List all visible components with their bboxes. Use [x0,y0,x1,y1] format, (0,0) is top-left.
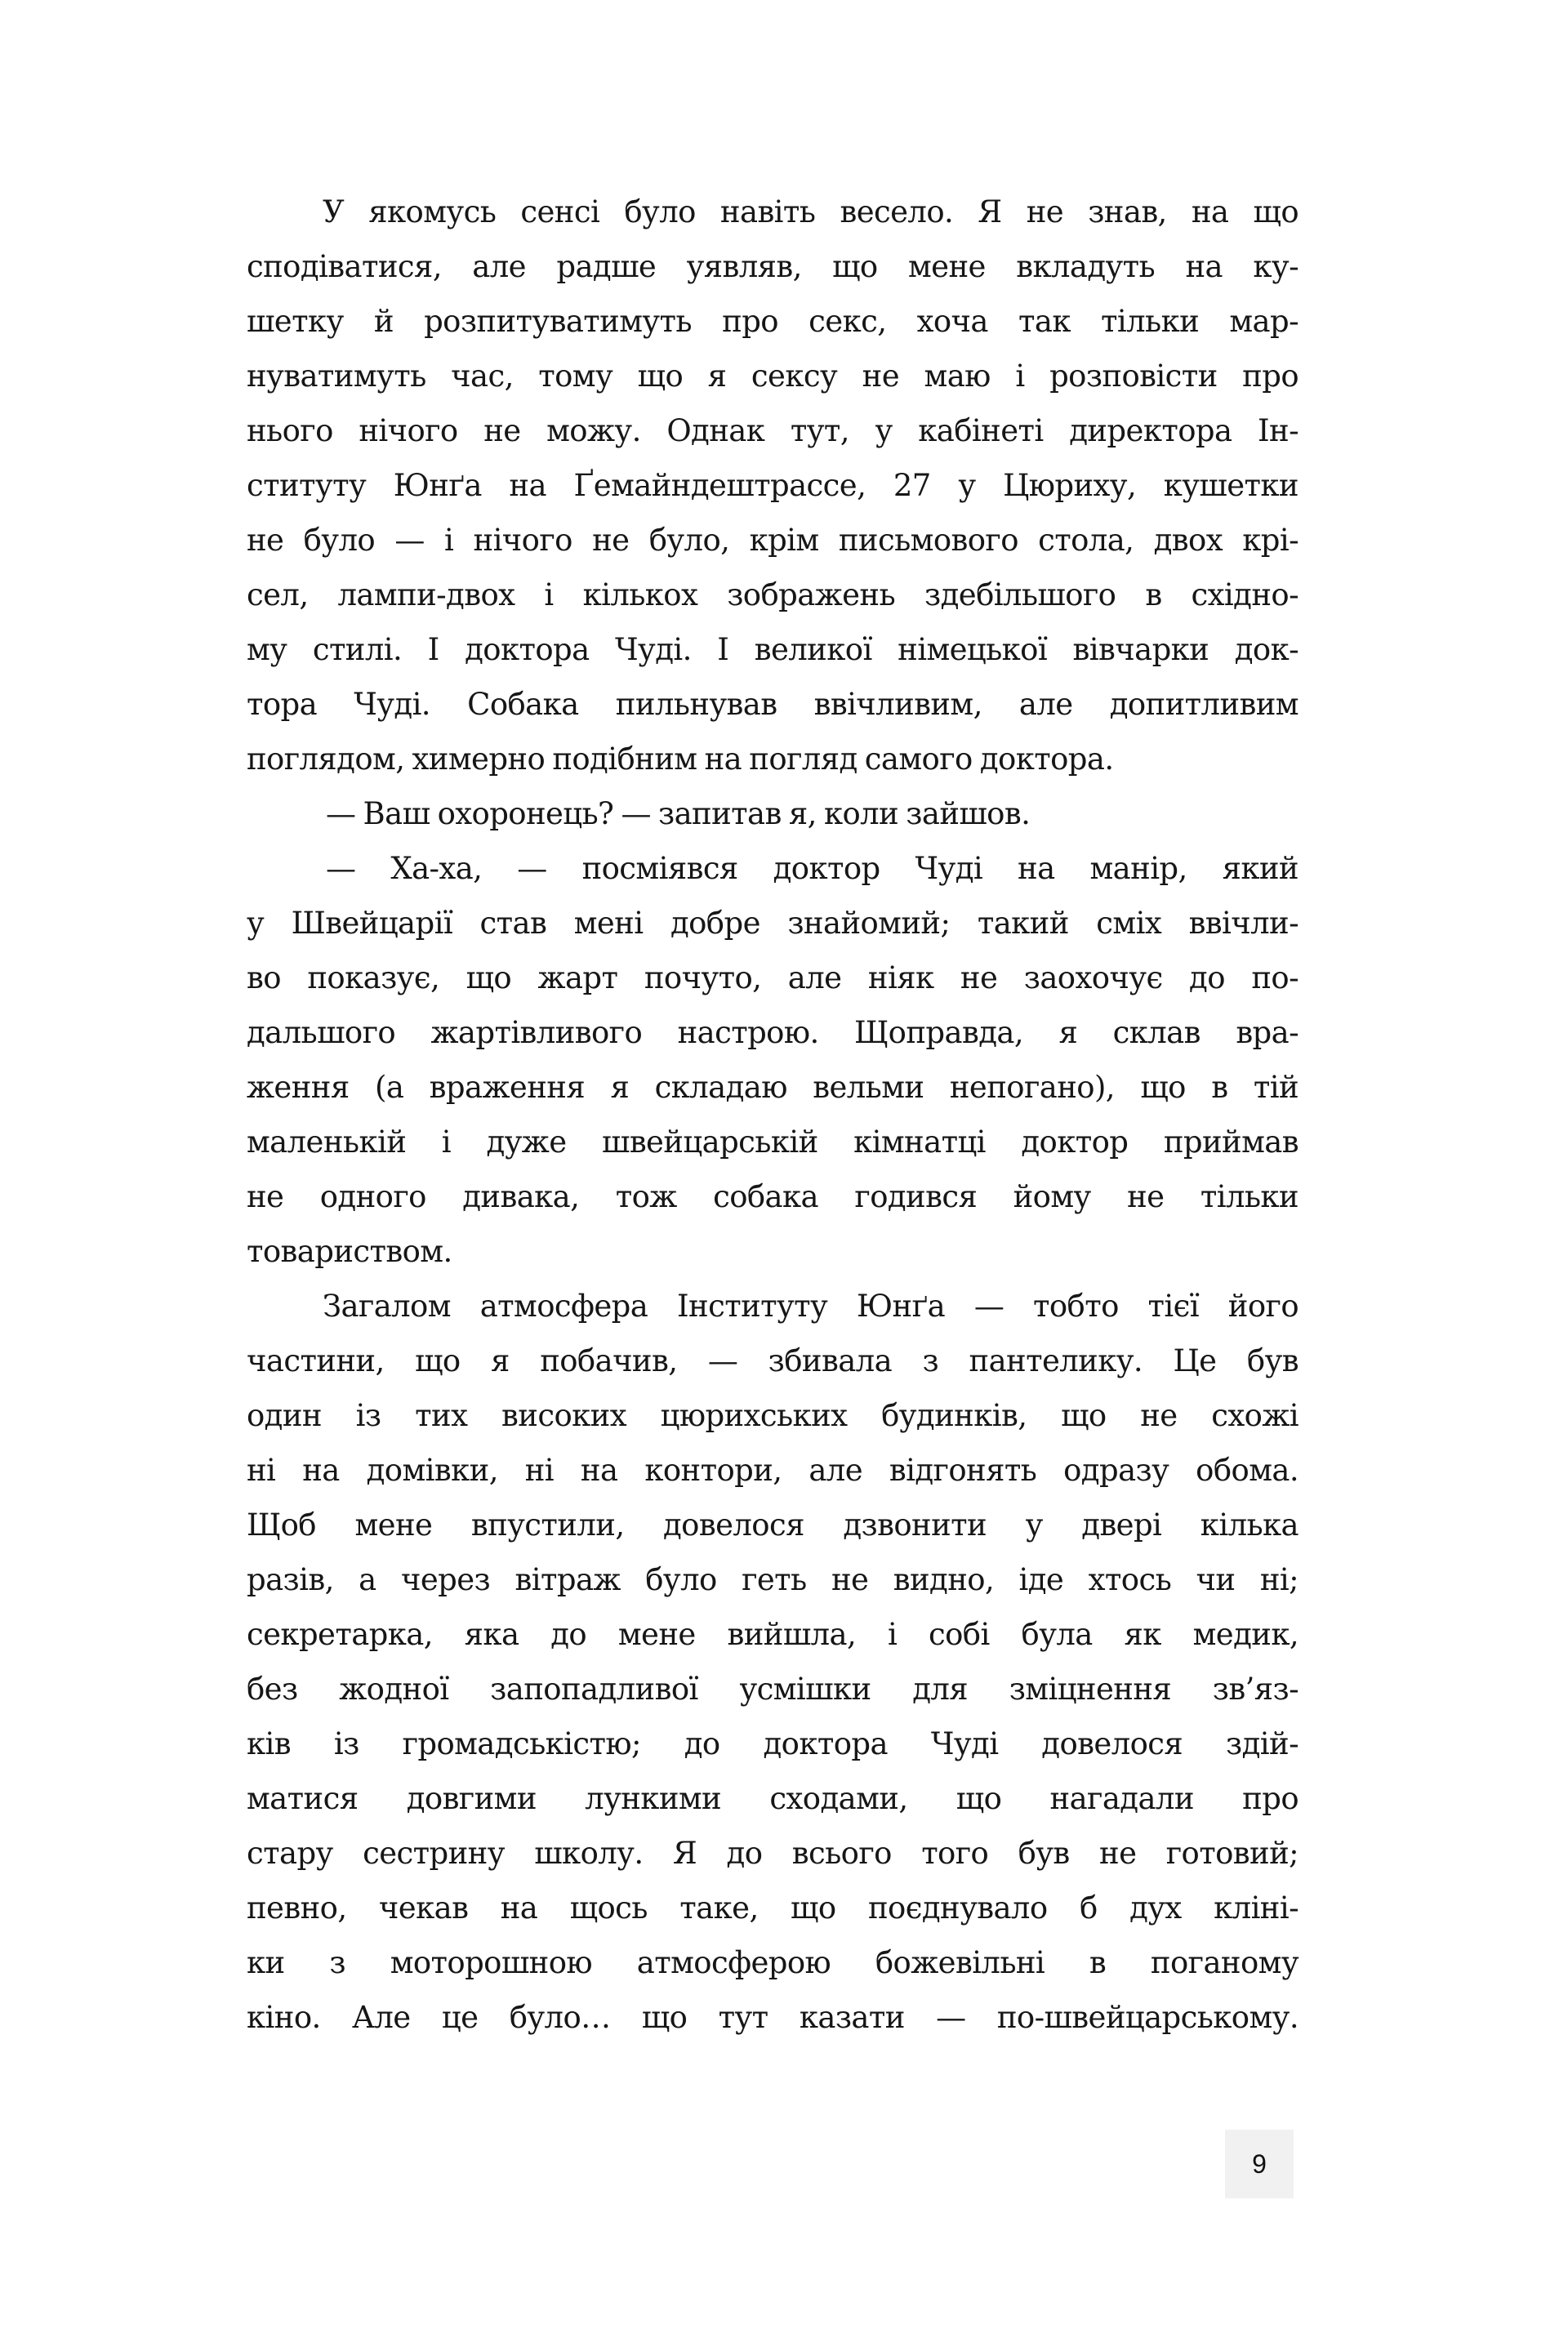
text-line: один із тих високих цюрихських будинків, що не схожі [247,1398,1298,1433]
text-line: частини, що я побачив, — збивала з пантелику. Це був [247,1343,1298,1378]
text-line: матися довгими лункими сходами, що нагадали про [247,1781,1298,1816]
text-line: во показує, що жарт почуто, але ніяк не заохочує до по- [247,960,1298,995]
text-line: У якомусь сенсі було навіть весело. Я не знав, на що [323,194,1298,229]
text-line: кіно. Але це було… що тут казати — по-швейцарському. [247,2000,1298,2035]
text-line: не було — і нічого не було, крім письмового стола, двох крі- [247,523,1298,558]
text-line: ження (а враження я складаю вельми непогано), що в тій [247,1070,1298,1105]
text-line: му стилі. І доктора Чуді. І великої німецької вівчарки док- [247,632,1298,667]
text-line: шетку й розпитуватимуть про секс, хоча так тільки мар- [247,304,1298,339]
body-text [247,185,1298,2045]
text-line: разів, а через вітраж було геть не видно, іде хтось чи ні; [247,1562,1298,1597]
text-line: нього нічого не можу. Однак тут, у кабінеті директора Ін- [247,413,1298,448]
text-line: ституту Юнґа на Ґемайндештрассе, 27 у Цюриху, кушетки [247,468,1298,503]
text-line: ки з моторошною атмосферою божевільні в поганому [247,1945,1298,1980]
text-line: стару сестрину школу. Я до всього того був не готовий; [247,1836,1298,1871]
dialogue-line: — Ха-ха, — посміявся доктор Чуді на манір, який [326,851,1298,886]
text-line: Щоб мене впустили, довелося дзвонити у двері кілька [247,1507,1298,1543]
text-line: у Швейцарії став мені добре знайомий; такий сміх ввічли- [247,906,1298,941]
text-line: сел, лампи-двох і кількох зображень здебільшого в східно- [247,577,1298,612]
text-line: секретарка, яка до мене вийшла, і собі була як медик, [247,1617,1298,1652]
text-line: поглядом, химерно подібним на погляд самого доктора. [247,741,1114,777]
text-line: дальшого жартівливого настрою. Щоправда, я склав вра- [247,1015,1298,1050]
page-number-label: 9 [1252,2148,1267,2179]
text-line: маленькій і дуже швейцарській кімнатці доктор приймав [247,1124,1298,1160]
text-line: без жодної запопадливої усмішки для зміцнення зв’яз- [247,1672,1298,1707]
text-line: нуватимуть час, тому що я сексу не маю і розповісти про [247,358,1298,394]
text-line: сподіватися, але радше уявляв, що мене вкладуть на ку- [247,249,1298,284]
text-line: певно, чекав на щось таке, що поєднувало б дух клінi- [247,1890,1298,1926]
text-line: тора Чуді. Собака пильнував ввічливим, але допитливим [247,687,1298,722]
text-line: товариством. [247,1234,452,1269]
text-line: ні на домівки, ні на контори, але відгонять одразу обома. [247,1453,1298,1488]
text-line: ків із громадськістю; до доктора Чуді довелося здій- [247,1726,1298,1761]
page-number [1225,2130,1294,2198]
text-line: не одного дивака, тож собака годився йому не тільки [247,1179,1298,1214]
text-line: Загалом атмосфера Інституту Юнґа — тобто тієї його [323,1289,1298,1324]
dialogue-line: — Ваш охоронець? — запитав я, коли зайшов. [326,796,1031,831]
